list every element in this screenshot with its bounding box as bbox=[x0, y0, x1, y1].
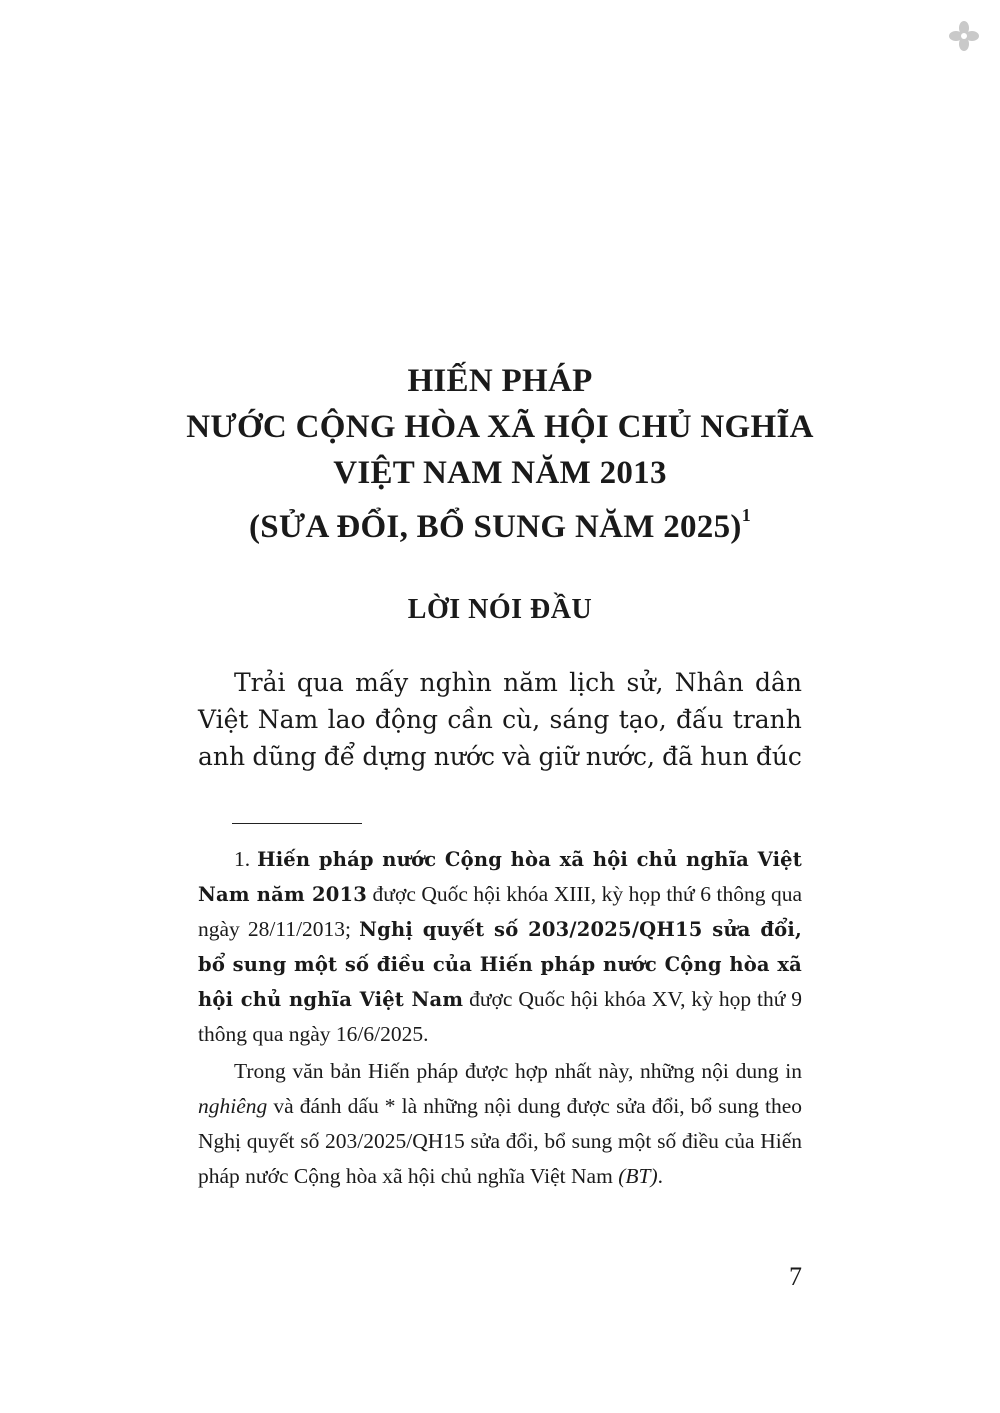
page-number: 7 bbox=[789, 1262, 802, 1291]
preface-word: dân bbox=[754, 668, 802, 697]
footnote-1-text-b: được Quốc hội khóa XV, kỳ họp thứ 9 thông qua ngày 16/6/2025. bbox=[198, 987, 803, 1046]
footnote-marker[interactable]: 1 bbox=[741, 505, 752, 525]
preface-line-2 bbox=[198, 701, 802, 738]
footnote-1-bold-b: Nghị quyết số 203/2025/QH15 sửa đổi, bổ sung một số điều của Hiến pháp nước Cộng hòa xã hội chủ nghĩa Việt Nam bbox=[198, 918, 802, 1011]
preface-word: qua bbox=[296, 668, 344, 697]
preface-word: động bbox=[374, 705, 439, 734]
preface-word: để bbox=[323, 742, 356, 771]
footnote-separator bbox=[232, 823, 362, 824]
preface-word: Nhân bbox=[674, 668, 744, 697]
preface-word: tranh bbox=[732, 705, 802, 734]
preface-word: dựng bbox=[362, 742, 427, 771]
footnote-1 bbox=[198, 842, 802, 1052]
preface-word: nước, bbox=[585, 742, 655, 771]
preface-word: năm bbox=[503, 668, 558, 697]
footnote-2-text-a: Trong văn bản Hiến pháp được hợp nhất này, những nội dung in bbox=[234, 1059, 802, 1083]
preface-word: lao bbox=[327, 705, 366, 734]
title-line-3: VIỆT NAM NĂM 2013 bbox=[333, 455, 667, 491]
preface-word: Nam bbox=[257, 705, 319, 734]
footnote-2-italic-word: nghiêng bbox=[198, 1094, 268, 1118]
footnote-2-end: . bbox=[657, 1164, 663, 1188]
preface-heading: LỜI NÓI ĐẦU bbox=[407, 594, 593, 625]
preface-word: hun bbox=[700, 742, 749, 771]
preface-word: cù, bbox=[502, 705, 541, 734]
footnote-1-text-a: được Quốc hội khóa XIII, kỳ họp thứ 6 thông qua ngày 28/11/2013; bbox=[198, 882, 802, 941]
preface-word: lịch bbox=[569, 668, 616, 697]
preface-word: nước bbox=[433, 742, 496, 771]
preface-word: đúc bbox=[755, 742, 802, 771]
footnote-2 bbox=[198, 1054, 802, 1194]
title-line-1: HIẾN PHÁP bbox=[407, 363, 593, 399]
document-title bbox=[0, 358, 1000, 550]
preface-word: sáng bbox=[549, 705, 610, 734]
preface-body bbox=[198, 664, 802, 775]
preface-word: tạo, bbox=[618, 705, 667, 734]
footnote-1-number: 1. bbox=[234, 847, 251, 871]
preface-word: anh bbox=[198, 742, 246, 771]
preface-word: giữ bbox=[538, 742, 579, 771]
preface-word: dũng bbox=[252, 742, 317, 771]
preface-word: đấu bbox=[676, 705, 724, 734]
preface-word: Trải bbox=[234, 668, 286, 697]
flower-ornament-icon bbox=[946, 18, 982, 54]
preface-word: đã bbox=[662, 742, 694, 771]
preface-line-1 bbox=[198, 664, 802, 701]
title-line-4-text: (SỬA ĐỔI, BỔ SUNG NĂM 2025) bbox=[248, 509, 742, 545]
preface-word: nghìn bbox=[419, 668, 492, 697]
preface-word: mấy bbox=[355, 668, 409, 697]
title-line-2: NƯỚC CỘNG HÒA XÃ HỘI CHỦ NGHĨA bbox=[186, 409, 814, 445]
preface-line-3 bbox=[198, 738, 802, 775]
footnote-2-italic-end: (BT) bbox=[618, 1164, 658, 1188]
footnote-2-text-b: và đánh dấu * là những nội dung được sửa đổi, bổ sung theo Nghị quyết số 203/2025/QH15 sửa đổi, bổ sung một số điều của Hiến pháp nước Cộng hòa xã hội chủ nghĩa Việt Nam bbox=[198, 1094, 802, 1188]
preface-word: Việt bbox=[198, 705, 249, 734]
preface-word: cần bbox=[447, 705, 493, 734]
preface-word: sử, bbox=[626, 668, 664, 697]
footnote-1-bold-a: Hiến pháp nước Cộng hòa xã hội chủ nghĩa Việt Nam năm 2013 bbox=[198, 848, 802, 906]
preface-word: và bbox=[502, 742, 532, 771]
title-line-4 bbox=[0, 496, 1000, 550]
